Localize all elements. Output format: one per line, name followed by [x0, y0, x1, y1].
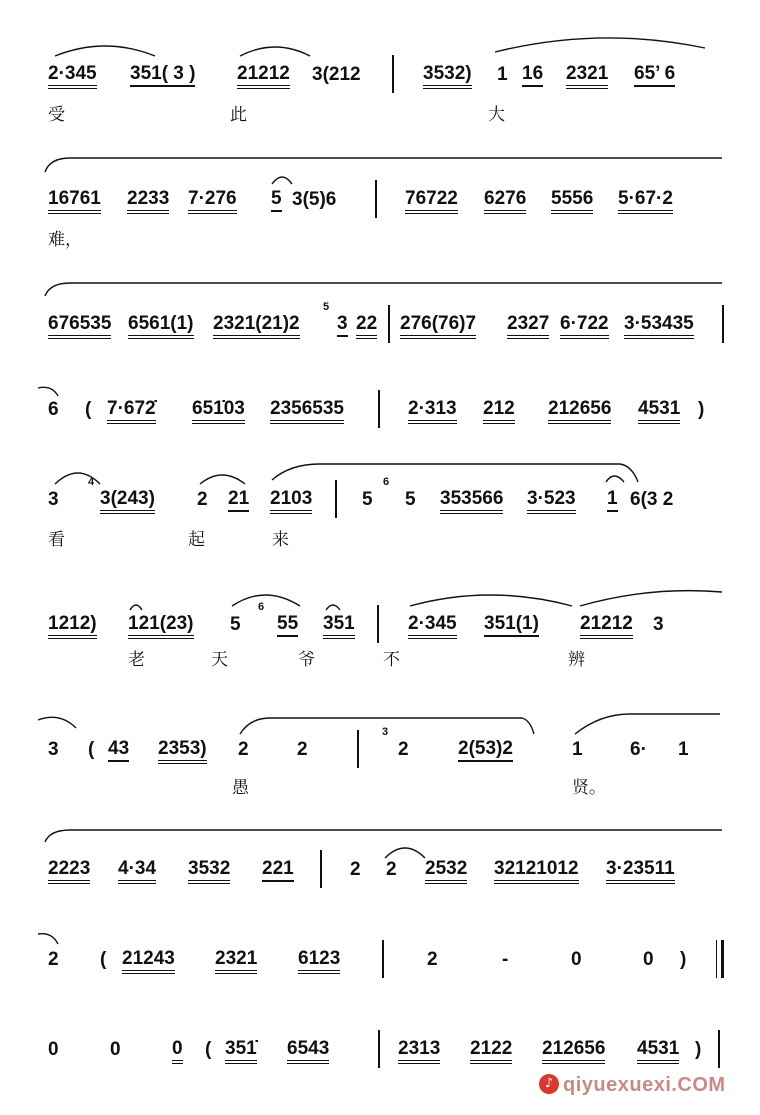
note-group: 4531: [637, 1038, 679, 1064]
note-group: 6(3 2: [630, 489, 674, 510]
note-group: 5: [271, 188, 282, 212]
note-group: 3·523: [527, 488, 576, 514]
dash: -: [502, 949, 509, 970]
note-group: 351̇: [225, 1038, 257, 1064]
note-group: 2: [350, 859, 361, 880]
staff-row-5: [0, 476, 760, 512]
bar-line: [722, 305, 724, 343]
note-group: 351( 3 ): [130, 63, 195, 87]
paren: ): [695, 1039, 702, 1060]
bar-line: [718, 1030, 720, 1068]
note-group: 2356535: [270, 398, 344, 424]
note-group: 2233: [127, 188, 169, 214]
paren: (: [88, 739, 95, 760]
note-group: 76722: [405, 188, 458, 214]
watermark-text: qiyuexuexi.COM: [563, 1074, 726, 1096]
bar-line: [392, 55, 394, 93]
note-group: 43: [108, 738, 129, 762]
note-group: 6276: [484, 188, 526, 214]
note-group: 65’ 6: [634, 63, 675, 87]
lyric: 看: [48, 530, 65, 550]
note-group: 1: [572, 739, 583, 760]
lyric: 天: [211, 650, 228, 670]
note-group: 5556: [551, 188, 593, 214]
note-group: 6561(1): [128, 313, 194, 339]
note-group: 2313: [398, 1038, 440, 1064]
note-group: 2321(21)2: [213, 313, 300, 339]
note-group: 2·345: [48, 63, 97, 89]
note-group: 3(212: [312, 64, 361, 85]
note-group: 2·345: [408, 613, 457, 639]
rest: 0: [110, 1039, 121, 1060]
staff-row-10: [0, 1038, 760, 1062]
note-group: 16: [522, 63, 543, 87]
staff-row-1: [0, 63, 760, 87]
staff-row-2: [0, 188, 760, 212]
rest: 0: [48, 1039, 59, 1060]
grace-note: 6: [383, 476, 390, 488]
watermark: [535, 1070, 750, 1100]
note-group: 651̇03: [192, 398, 245, 424]
note-group: 276(76)7: [400, 313, 476, 339]
note-group: 2·313: [408, 398, 457, 424]
bar-line: [378, 390, 380, 428]
grace-note: 5: [323, 301, 330, 313]
note-group: 351(1): [484, 613, 539, 637]
note-group: 3: [337, 313, 348, 337]
note-group: 212656: [548, 398, 611, 424]
grace-note: 6: [258, 601, 265, 613]
note-group: 2: [386, 859, 397, 880]
lyric: 辨: [568, 650, 585, 670]
bar-line: [378, 1030, 380, 1068]
note-group: 21: [228, 488, 249, 512]
note-group: 1: [497, 64, 508, 85]
lyric: 大: [488, 105, 505, 125]
paren: (: [205, 1039, 212, 1060]
rest: 0: [172, 1038, 183, 1064]
note-group: 7·276: [188, 188, 237, 214]
note-group: 5·67·2: [618, 188, 673, 214]
note-group: 212656: [542, 1038, 605, 1064]
bar-line: [335, 480, 337, 518]
paren: (: [85, 399, 92, 420]
bar-line: [320, 850, 322, 888]
note-group: 2: [238, 739, 249, 760]
note-group: 2532: [425, 858, 467, 884]
note-group: 2321: [215, 948, 257, 974]
lyric: 来: [272, 530, 289, 550]
note-group: 2: [398, 739, 409, 760]
music-note-icon: ♪: [539, 1074, 559, 1094]
note-group: 6·: [630, 739, 647, 760]
note-group: 2: [48, 949, 59, 970]
note-group: 55: [277, 613, 298, 637]
note-group: 3: [653, 614, 664, 635]
staff-row-8: [0, 858, 760, 882]
bar-line: [377, 605, 379, 643]
note-group: 1: [678, 739, 689, 760]
note-group: 3532): [423, 63, 472, 89]
note-group: 351: [323, 613, 355, 639]
bar-line: [721, 940, 724, 978]
note-group: 5: [362, 489, 373, 510]
note-group: 2: [427, 949, 438, 970]
paren: ): [698, 399, 705, 420]
grace-note: 4: [88, 476, 95, 488]
note-group: 3: [48, 489, 59, 510]
note-group: 6·722: [560, 313, 609, 339]
note-group: 7·672̇: [107, 398, 156, 424]
note-group: 3: [48, 739, 59, 760]
staff-row-9: [0, 948, 760, 972]
paren: ): [680, 949, 687, 970]
note-group: 6: [48, 399, 59, 420]
note-group: 5: [405, 489, 416, 510]
bar-line: [388, 305, 390, 343]
note-group: 676535: [48, 313, 111, 339]
lyric: 爷: [298, 650, 315, 670]
note-group: 4531: [638, 398, 680, 424]
bar-line: [357, 730, 359, 768]
note-group: 2353): [158, 738, 207, 764]
note-group: 6123: [298, 948, 340, 974]
rest: 0: [643, 949, 654, 970]
lyric: 不: [383, 650, 400, 670]
staff-row-7: [0, 726, 760, 762]
note-group: 1212): [48, 613, 97, 639]
note-group: 2223: [48, 858, 90, 884]
note-group: 21212: [580, 613, 633, 639]
note-group: 2: [197, 489, 208, 510]
note-group: 5: [230, 614, 241, 635]
lyric: 愚: [232, 778, 249, 798]
note-group: 16761: [48, 188, 101, 214]
staff-row-6: [0, 601, 760, 637]
note-group: 3·53435: [624, 313, 694, 339]
bar-line: [382, 940, 384, 978]
lyric: 受: [48, 105, 65, 125]
note-group: 2321: [566, 63, 608, 89]
note-group: 21212: [237, 63, 290, 89]
bar-line: [375, 180, 377, 218]
note-group: 121(23): [128, 613, 194, 639]
lyric: 贤。: [572, 778, 606, 798]
note-group: 3(5)6: [292, 189, 337, 210]
note-group: 3532: [188, 858, 230, 884]
bar-line: [716, 940, 717, 978]
rest: 0: [571, 949, 582, 970]
staff-row-4: [0, 398, 760, 422]
note-group: 32121012: [494, 858, 579, 884]
note-group: 2(53)2: [458, 738, 513, 762]
note-group: 3(243): [100, 488, 155, 514]
lyric: 此: [230, 105, 247, 125]
lyric: 老: [128, 650, 145, 670]
lyric: 难，: [48, 230, 82, 250]
note-group: 221: [262, 858, 294, 882]
grace-note: 3: [382, 726, 389, 738]
note-group: 6543: [287, 1038, 329, 1064]
staff-row-3: [0, 301, 760, 337]
note-group: 4·34: [118, 858, 156, 884]
note-group: 21243: [122, 948, 175, 974]
paren: (: [100, 949, 107, 970]
note-group: 2: [297, 739, 308, 760]
note-group: 2103: [270, 488, 312, 514]
note-group: 2327: [507, 313, 549, 339]
note-group: 3·23511: [606, 858, 675, 884]
note-group: 1: [607, 488, 618, 512]
note-group: 353566: [440, 488, 503, 514]
note-group: 2122: [470, 1038, 512, 1064]
lyric: 起: [188, 530, 205, 550]
note-group: 22: [356, 313, 377, 339]
note-group: 212: [483, 398, 515, 424]
